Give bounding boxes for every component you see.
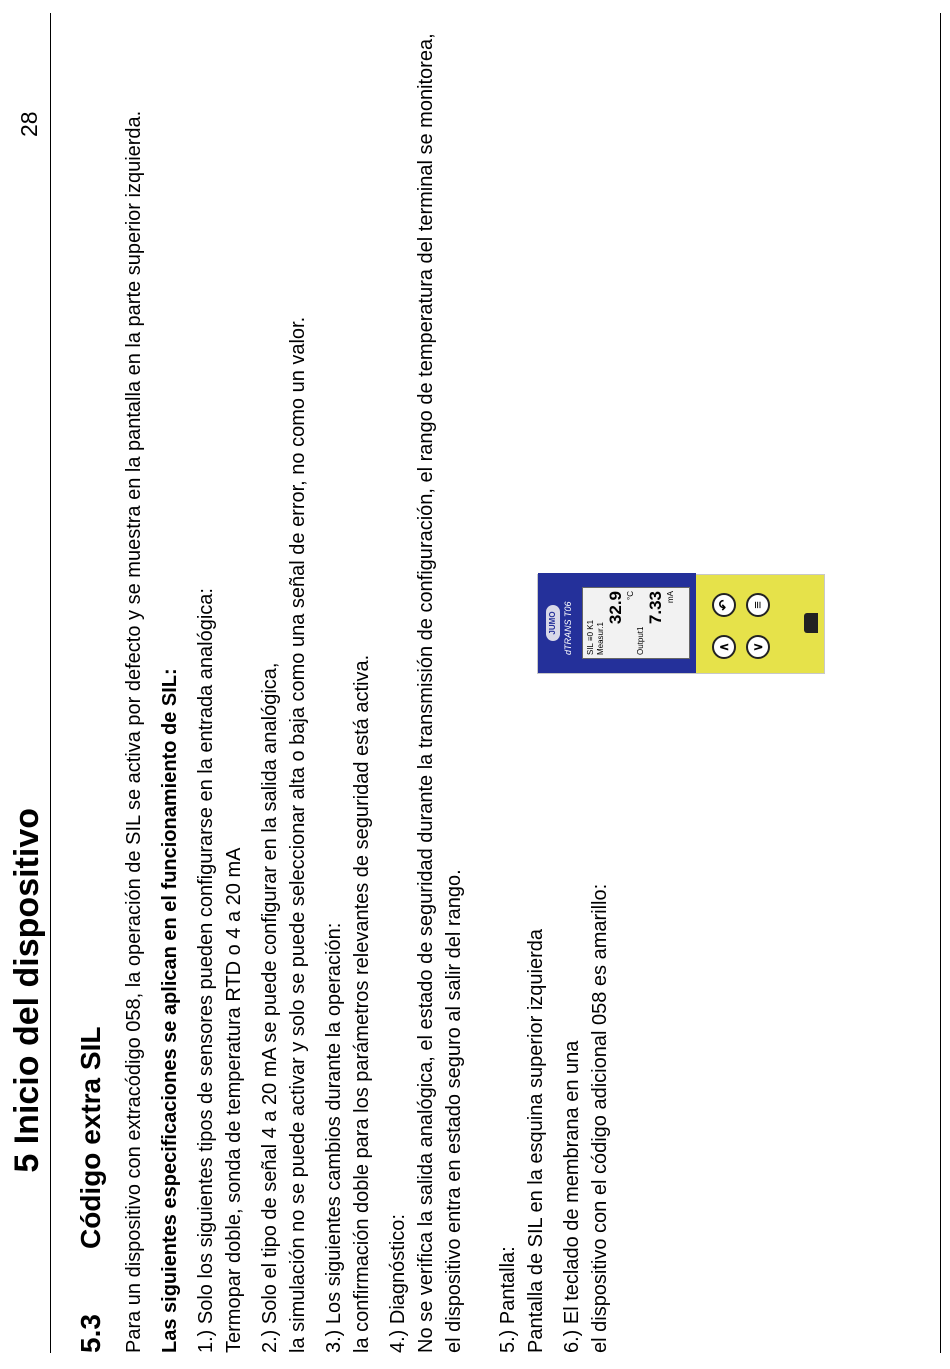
back-icon: ↶ — [712, 593, 736, 617]
list-item — [384, 17, 468, 1353]
device-logo: JUMO — [546, 605, 560, 641]
footer-rule — [940, 13, 941, 1353]
connector-slot — [804, 613, 818, 633]
lcd-unit: mA — [666, 591, 675, 603]
arrow-down-icon: ∨ — [746, 635, 770, 659]
chapter-title: 5 Inicio del dispositivo — [8, 808, 46, 1173]
list-item — [320, 17, 376, 1353]
list-item — [256, 17, 312, 1353]
lcd-unit: °C — [626, 591, 635, 600]
device-lcd — [582, 587, 690, 659]
lcd-label: Measur.1 — [596, 622, 605, 655]
page-number: 28 — [16, 111, 42, 137]
lcd-label: Output1 — [636, 626, 645, 655]
intro-paragraph: Para un dispositivo con extracódigo 058, la operación de SIL se activa por defecto y se muestra en la pantalla en la parte superior izquierda. — [123, 110, 145, 1353]
section-title: Código extra SIL — [75, 1026, 106, 1249]
menu-icon: ≡ — [746, 593, 770, 617]
item-line: la simulación no se puede activar y solo se puede seleccionar alta o baja como una señal de error, no como un valor. — [287, 316, 309, 1353]
item-line: 1.) Solo los siguientes tipos de sensores pueden configurarse en la entrada analógica: — [195, 588, 217, 1353]
section-number: 5.3 — [75, 1314, 106, 1353]
list-item — [192, 17, 248, 1353]
lcd-status-line: SIL ≡0 K1 — [586, 619, 595, 655]
page-content — [54, 17, 614, 1353]
item-line: 2.) Solo el tipo de señal 4 a 20 mA se puede configurar en la salida analógica, — [259, 662, 281, 1353]
list-item — [558, 17, 614, 1353]
item-line: el dispositivo con el código adicional 058 es amarillo: — [589, 883, 611, 1353]
lcd-value: 7.33 — [646, 591, 665, 625]
device-image — [537, 574, 825, 674]
lcd-value: 32.9 — [606, 591, 625, 625]
list-item — [494, 17, 550, 1353]
spec-heading: Las siguientes especificaciones se aplican en el funcionamiento de SIL: — [159, 668, 181, 1353]
item-line: No se verifica la salida analógica, el estado de seguridad durante la transmisión de configuración, el rango de temperatura del terminal se monitorea, el dispositivo entra en estado seguro al salir del rango. — [415, 33, 465, 1353]
item-line: Termopar doble, sonda de temperatura RTD o 4 a 20 mA — [223, 847, 245, 1353]
device-model: dTRANS T06 — [563, 601, 573, 655]
device-front-panel — [538, 573, 696, 673]
section-heading — [66, 17, 116, 1353]
item-line: 3.) Los siguientes cambios durante la operación: — [323, 922, 345, 1353]
arrow-up-icon: ∧ — [712, 635, 736, 659]
item-line: Pantalla de SIL en la esquina superior izquierda — [525, 929, 547, 1353]
item-line: 4.) Diagnóstico: — [387, 1214, 409, 1353]
item-line: 6.) El teclado de membrana en una — [561, 1040, 583, 1353]
header-rule — [50, 13, 51, 1353]
item-line: la confirmación doble para los parámetros relevantes de seguridad está activa. — [351, 654, 373, 1353]
item-line: 5.) Pantalla: — [497, 1246, 519, 1353]
